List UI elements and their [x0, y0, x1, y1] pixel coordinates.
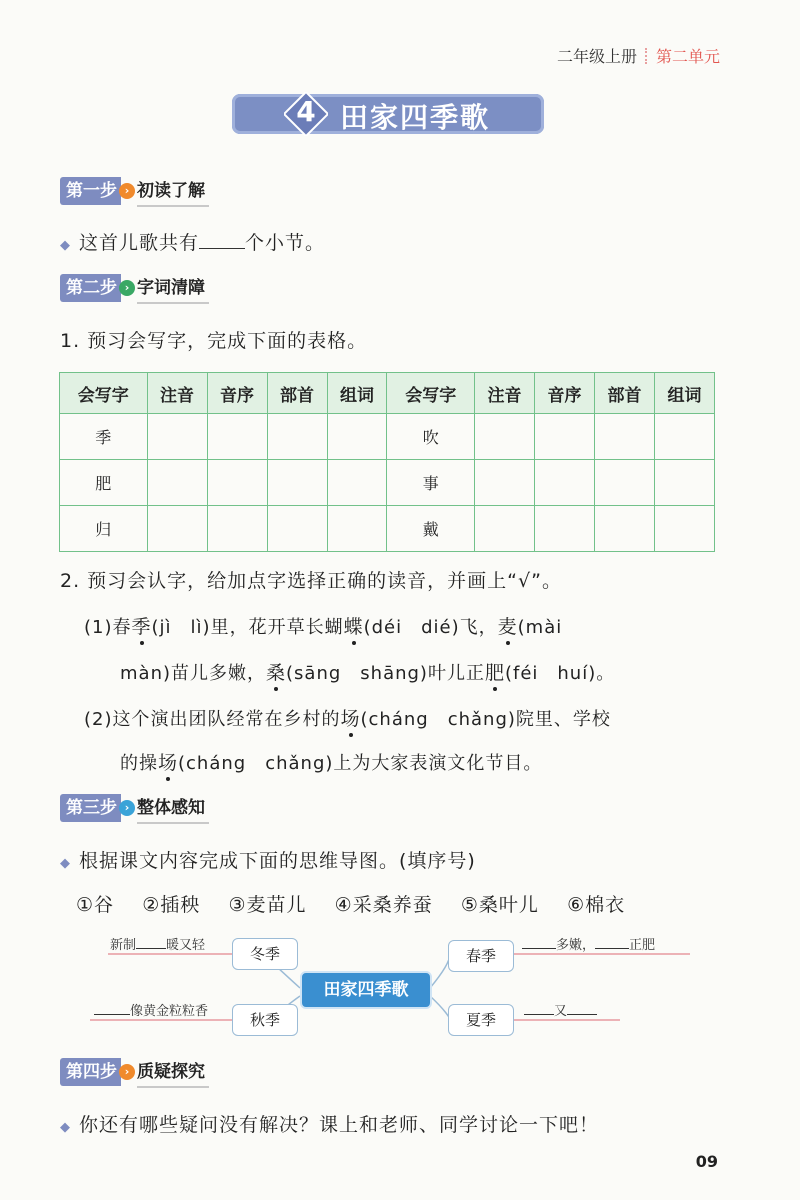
lesson-title: 田家四季歌 [340, 101, 491, 134]
dotted-char: 场 [158, 752, 179, 774]
lesson-number: 4 [296, 95, 316, 128]
table-header: 部首 [267, 373, 327, 414]
step3-label: 第三步 [60, 794, 121, 822]
bullet-icon: ◆ [60, 856, 71, 871]
mindmap-node-autumn: 秋季 [232, 1004, 298, 1036]
option-list [76, 890, 625, 917]
table-row [60, 414, 715, 460]
step1-question: ◆ 这首儿歌共有 个小节。 [60, 232, 326, 254]
table-cell[interactable] [267, 414, 327, 460]
table-header: 音序 [535, 373, 595, 414]
table-cell[interactable] [327, 414, 387, 460]
header-divider [645, 48, 648, 64]
pinyin-choice[interactable]: (mài [517, 617, 563, 638]
step2-arrow-icon: › [119, 280, 135, 296]
answer-blank[interactable] [567, 1002, 597, 1015]
step4-heading [60, 1058, 209, 1086]
answer-blank[interactable] [136, 936, 166, 949]
spring-note: 多嫩， 正肥 [522, 934, 655, 953]
table-cell[interactable] [475, 506, 535, 552]
pinyin-choice[interactable]: (cháng chǎng)上为大家表演文化节目。 [178, 753, 543, 774]
table-cell[interactable] [147, 414, 207, 460]
table-cell-char: 归 [60, 506, 148, 552]
step4-question: ◆ 你还有哪些疑问没有解决？课上和老师、同学讨论一下吧！ [60, 1114, 600, 1136]
pinyin-choice[interactable]: (féi huí)。 [504, 663, 616, 684]
step2-title: 字词清障 [137, 274, 209, 304]
option-item: ⑤桑叶儿 [460, 894, 539, 916]
mindmap-center: 田家四季歌 [300, 971, 432, 1009]
sentence2-line2: 的操场(cháng chǎng)上为大家表演文化节目。 [120, 752, 543, 774]
table-cell-char: 事 [387, 460, 475, 506]
pinyin-choice[interactable]: (jì lì)里，花开草长蝴 [151, 617, 344, 638]
option-item: ①谷 [76, 894, 115, 916]
step4-arrow-icon: › [119, 1064, 135, 1080]
table-header: 注音 [475, 373, 535, 414]
unit-label: 第二单元 [655, 47, 720, 66]
table-cell-char: 戴 [387, 506, 475, 552]
step3-title: 整体感知 [137, 794, 209, 824]
answer-blank[interactable] [524, 1002, 554, 1015]
table-cell[interactable] [207, 506, 267, 552]
dotted-char: 肥 [484, 662, 505, 684]
step3-heading [60, 794, 209, 822]
dotted-char: 麦 [497, 616, 518, 638]
table-header: 音序 [207, 373, 267, 414]
table-cell[interactable] [595, 460, 655, 506]
table-cell[interactable] [207, 460, 267, 506]
table-row [60, 506, 715, 552]
table-cell[interactable] [654, 506, 714, 552]
pinyin-choice[interactable]: (déi dié)飞， [363, 617, 498, 638]
step4-label: 第四步 [60, 1058, 121, 1086]
option-item: ⑥棉衣 [567, 894, 626, 916]
step1-heading [60, 177, 209, 205]
page-number: 09 [695, 1152, 718, 1171]
table-cell-char: 肥 [60, 460, 148, 506]
dotted-char: 蝶 [343, 616, 364, 638]
step3-arrow-icon: › [119, 800, 135, 816]
table-cell[interactable] [147, 460, 207, 506]
table-header: 组词 [327, 373, 387, 414]
table-cell[interactable] [595, 414, 655, 460]
table-header: 会写字 [60, 373, 148, 414]
option-item: ④采桑养蚕 [334, 894, 433, 916]
mindmap-node-winter: 冬季 [232, 938, 298, 970]
table-header: 部首 [595, 373, 655, 414]
table-cell[interactable] [327, 506, 387, 552]
grade-label: 二年级上册 [556, 47, 637, 66]
pinyin-choice[interactable]: (cháng chǎng)院里、学校 [360, 709, 611, 730]
table-header: 注音 [147, 373, 207, 414]
step2-label: 第二步 [60, 274, 121, 302]
step3-question: ◆ 根据课文内容完成下面的思维导图。(填序号) [60, 850, 476, 872]
dotted-char: 季 [131, 616, 152, 638]
table-cell[interactable] [535, 460, 595, 506]
table-header-row [60, 373, 715, 414]
answer-blank[interactable] [595, 936, 629, 949]
lesson-banner [232, 88, 544, 140]
character-table [59, 372, 715, 552]
table-cell[interactable] [267, 506, 327, 552]
table-cell[interactable] [207, 414, 267, 460]
step4-title: 质疑探究 [137, 1058, 209, 1088]
table-cell[interactable] [327, 460, 387, 506]
dotted-char: 场 [340, 708, 361, 730]
table-cell-char: 季 [60, 414, 148, 460]
sentence1-line2 [120, 658, 615, 685]
table-cell[interactable] [267, 460, 327, 506]
step2-q1: 1. 预习会写字，完成下面的表格。 [60, 330, 368, 352]
dotted-char: 桑 [266, 662, 287, 684]
sentence2-line1: (2)这个演出团队经常在乡村的场(cháng chǎng)院里、学校 [84, 708, 611, 730]
answer-blank[interactable] [522, 936, 556, 949]
table-cell[interactable] [475, 414, 535, 460]
pinyin-choice[interactable]: (sāng shāng)叶儿正 [286, 663, 485, 684]
answer-blank[interactable] [94, 1002, 130, 1015]
step2-heading [60, 274, 209, 302]
table-cell-char: 吹 [387, 414, 475, 460]
sentence1-line1: (1)春季(jì lì)里，花开草长蝴蝶(déi dié)飞，麦(mài [84, 616, 563, 638]
pinyin-choice[interactable]: màn)苗儿多嫩， [120, 663, 266, 684]
table-cell[interactable] [147, 506, 207, 552]
mindmap-node-summer: 夏季 [448, 1004, 514, 1036]
option-item: ③麦苗儿 [228, 894, 307, 916]
table-header: 组词 [654, 373, 714, 414]
step1-arrow-icon: › [119, 183, 135, 199]
table-header: 会写字 [387, 373, 475, 414]
table-cell[interactable] [654, 460, 714, 506]
summer-note: 又 [524, 1000, 597, 1019]
table-cell[interactable] [654, 414, 714, 460]
step1-label: 第一步 [60, 177, 121, 205]
table-cell[interactable] [535, 506, 595, 552]
table-row [60, 460, 715, 506]
page-header [557, 44, 720, 67]
answer-blank[interactable] [199, 230, 245, 249]
step2-q2: 2. 预习会认字，给加点字选择正确的读音，并画上“√”。 [60, 570, 562, 592]
mindmap-node-spring: 春季 [448, 940, 514, 972]
step1-title: 初读了解 [137, 177, 209, 207]
bullet-icon: ◆ [60, 238, 71, 253]
option-item: ②插秧 [142, 894, 201, 916]
winter-note: 新制 暖又轻 [110, 938, 206, 953]
table-cell[interactable] [535, 414, 595, 460]
table-cell[interactable] [595, 506, 655, 552]
bullet-icon: ◆ [60, 1120, 71, 1135]
table-cell[interactable] [475, 460, 535, 506]
autumn-note: 像黄金粒粒香 [94, 1000, 208, 1019]
